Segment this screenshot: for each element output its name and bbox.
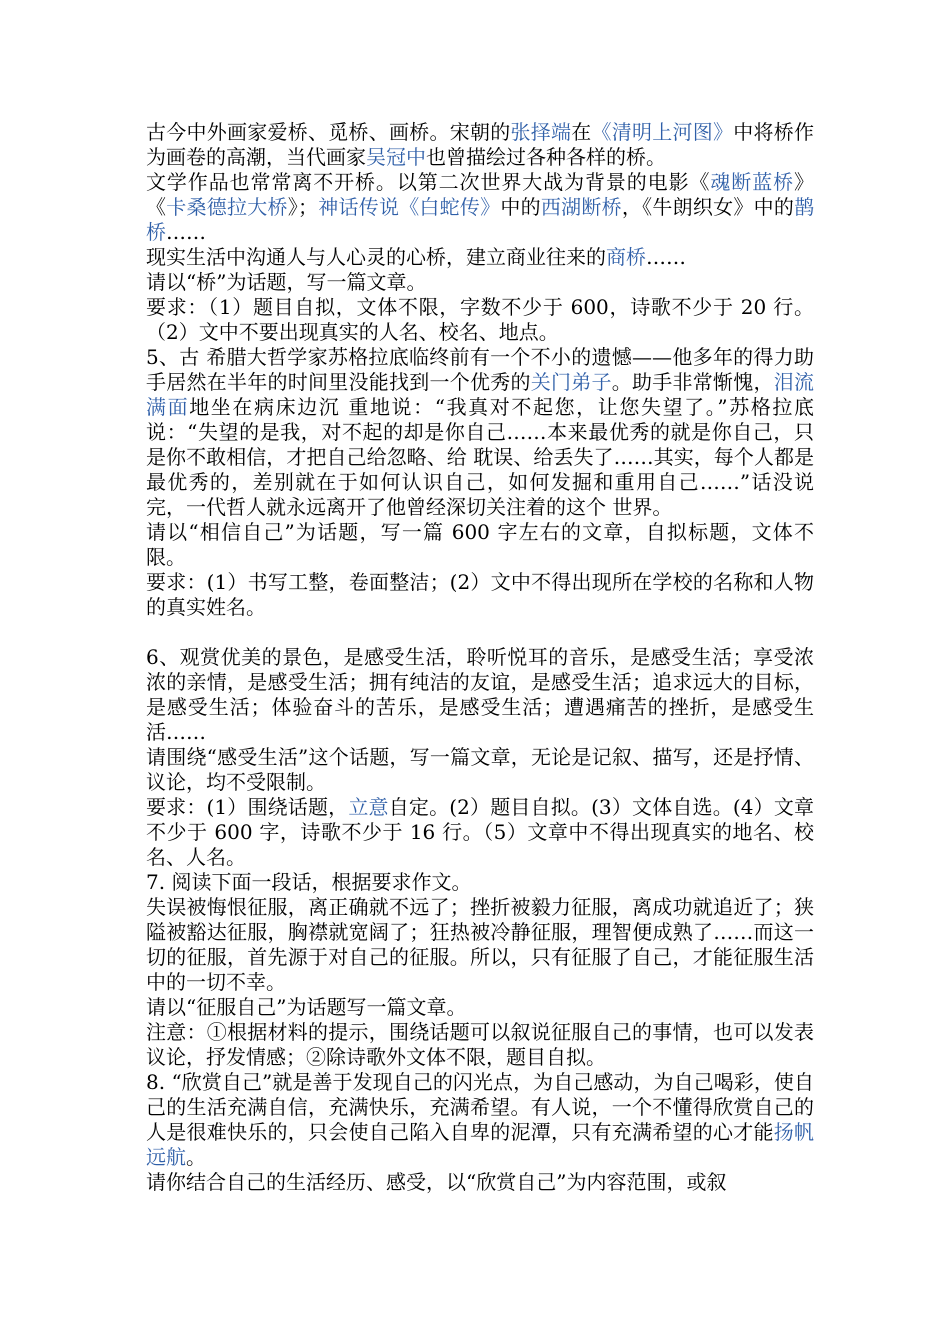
hyperlink[interactable]: 关门弟子 — [530, 370, 612, 394]
text-run: 。 — [186, 1145, 206, 1169]
text-run: 文学作品也常常离不开桥。以第二次世界大战为背景的电影《 — [146, 170, 711, 194]
text-run: …… — [166, 220, 206, 244]
text-run: 。助手非常惭愧， — [611, 370, 774, 394]
text-run: 请以“相信自己”为话题，写一篇 600 字左右的文章，自拟标题，文体不限。 — [146, 520, 814, 569]
text-run: ，《牛朗织女》中的 — [621, 195, 795, 219]
hyperlink[interactable]: 西湖断桥 — [540, 195, 622, 219]
text-run: 要求：(1）围绕话题， — [146, 795, 349, 819]
paragraph — [146, 870, 814, 895]
text-run: 请你结合自己的生活经历、感受，以“欣赏自己”为内容范围，或叙 — [146, 1170, 727, 1194]
paragraph — [146, 1170, 814, 1195]
paragraph — [146, 1070, 814, 1170]
text-run: 5、古 希腊大哲学家苏格拉底临终前有一个不小的遗憾——他多年的得力助手居然在半年的时间里没能找到一个优秀的 — [146, 345, 814, 394]
hyperlink[interactable]: 《白蛇传》 — [399, 195, 501, 219]
text-run: 在 — [571, 120, 592, 144]
text-run: 7. 阅读下面一段话，根据要求作文。 — [146, 870, 472, 894]
paragraph — [146, 270, 814, 295]
blank-line — [146, 620, 814, 645]
paragraph — [146, 645, 814, 745]
text-run: 要求：（1）题目自拟，文体不限，字数不少于 600，诗歌不少于 20 行。（2）文中不要出现真实的人名、校名、地点。 — [146, 295, 814, 344]
paragraph — [146, 745, 814, 795]
paragraph — [146, 570, 814, 620]
text-run: 请以“征服自己”为话题写一篇文章。 — [146, 995, 467, 1019]
text-run: 中的 — [500, 195, 541, 219]
hyperlink[interactable]: 张择端 — [510, 120, 572, 144]
paragraph — [146, 120, 814, 170]
text-run: 请以“桥”为话题，写一篇文章。 — [146, 270, 427, 294]
hyperlink[interactable]: 泪流满面 — [146, 370, 814, 419]
paragraph — [146, 995, 814, 1020]
text-run: 请围绕“感受生活”这个话题，写一篇文章，无论是记叙、描写，还是抒情、议论，均不受限制。 — [146, 745, 814, 794]
hyperlink[interactable]: 卡桑德拉大桥 — [166, 195, 288, 219]
text-run: 》； — [287, 195, 318, 219]
paragraph — [146, 245, 814, 270]
paragraph — [146, 345, 814, 520]
text-run: 地坐在病床边沉 重地说：“我真对不起您，让您失望了。”苏格拉底说：“失望的是我，对不起的却是你自己……本来最优秀的就是你自己，只是你不敢相信，才把自己给忽略、给 耽误、给丢失了……其实，每个人都是最优秀的，差别就在于如何认识自己，如何发掘和重用自己……”话没说完，一代哲人就永远离开了他曾经深切关注着的这个 世界。 — [146, 395, 814, 519]
paragraph — [146, 295, 814, 345]
text-run: 古今中外画家爱桥、觅桥、画桥。宋朝的 — [146, 120, 511, 144]
hyperlink[interactable]: 商桥 — [606, 245, 646, 269]
hyperlink[interactable]: 立意 — [348, 795, 389, 819]
hyperlink[interactable]: 鹊桥 — [146, 195, 815, 244]
text-run: 要求：(1）书写工整，卷面整洁；(2）文中不得出现所在学校的名称和人物的真实姓名。 — [146, 570, 814, 619]
hyperlink[interactable]: 神话传说 — [317, 195, 400, 219]
hyperlink[interactable]: 魂断蓝桥 — [710, 170, 795, 194]
paragraph — [146, 520, 814, 570]
text-run: 也曾描绘过各种各样的桥。 — [426, 145, 666, 169]
hyperlink[interactable]: 吴冠中 — [366, 145, 426, 169]
hyperlink[interactable]: 《清明上河图》 — [591, 120, 734, 144]
text-run: 6、观赏优美的景色，是感受生活，聆听悦耳的音乐，是感受生活；享受浓浓的亲情，是感受生活；拥有纯洁的友谊，是感受生活；追求远大的目标，是感受生活；体验奋斗的苦乐，是感受生活；遭遇痛苦的挫折，是感受生活…… — [146, 645, 814, 744]
text-run: 注意：①根据材料的提示，围绕话题可以叙说征服自己的事情，也可以发表议论，抒发情感；②除诗歌外文体不限，题目自拟。 — [146, 1020, 814, 1069]
paragraph — [146, 1020, 814, 1070]
text-run: 自定。(2）题目自拟。(3）文体自选。(4）文章不少于 600 字，诗歌不少于 16 行。（5）文章中不得出现真实的地名、校名、人名。 — [146, 795, 815, 869]
document-body — [146, 120, 814, 1195]
text-run: 》《 — [146, 170, 815, 219]
paragraph — [146, 795, 814, 870]
text-run: 中将桥作为画卷的高潮，当代画家 — [146, 120, 814, 169]
paragraph — [146, 170, 814, 245]
text-run: 8. “欣赏自己”就是善于发现自己的闪光点，为自己感动，为自己喝彩，使自己的生活充满自信，充满快乐，充满希望。有人说，一个不懂得欣赏自己的人是很难快乐的，只会使自己陷入自卑的泥潭，只有充满希望的心才能 — [146, 1070, 814, 1144]
paragraph — [146, 895, 814, 995]
text-run: …… — [646, 245, 686, 269]
hyperlink[interactable]: 扬帆远航 — [146, 1120, 814, 1169]
text-run: 失误被悔恨征服，离正确就不远了；挫折被毅力征服，离成功就追近了；狭隘被豁达征服，胸襟就宽阔了；狂热被冷静征服，理智便成熟了……而这一切的征服，首先源于对自己的征服。所以，只有征服了自己，才能征服生活中的一切不幸。 — [146, 895, 814, 994]
text-run: 现实生活中沟通人与人心灵的心桥，建立商业往来的 — [146, 245, 606, 269]
